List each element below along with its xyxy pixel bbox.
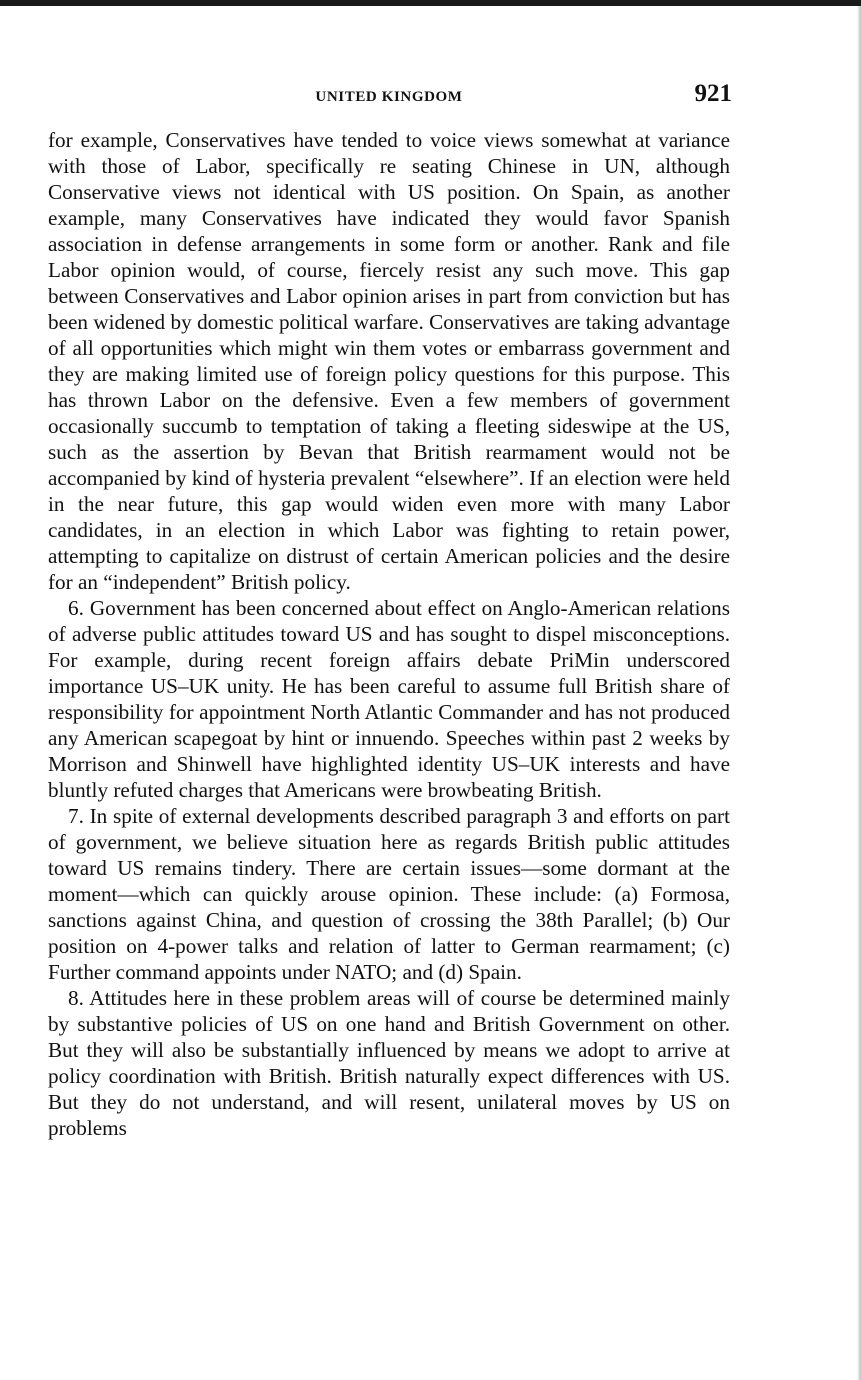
paragraph-8: 8. Attitudes here in these problem areas will of course be determined mainly by substantive policies of US on one hand and British Government on other. But they will also be substantially influenced by means we adopt to arrive at policy coordination with British. British naturally expect differences with US. But they do not understand, and will resent, unilateral moves by US on problems bbox=[48, 986, 730, 1140]
running-head bbox=[48, 80, 730, 114]
paragraph-6: 6. Government has been concerned about effect on Anglo-American relations of adverse public attitudes toward US and has sought to dispel misconceptions. For example, during recent foreign affairs debate PriMin underscored importance US–UK unity. He has been careful to assume full British share of responsibility for appointment North Atlantic Commander and has not produced any American scapegoat by hint or innuendo. Speeches within past 2 weeks by Morrison and Shinwell have highlighted identity US–UK interests and have bluntly refuted charges that Americans were browbeating British. bbox=[48, 596, 730, 802]
paragraph-continued: for example, Conservatives have tended to voice views somewhat at variance with those of Labor, specifically re seating Chinese in UN, although Conservative views not identical with US position. On Spain, as another example, many Conservatives have indicated they would favor Spanish association in defense arrangements in some form or another. Rank and file Labor opinion would, of course, fiercely resist any such move. This gap between Conservatives and Labor opinion arises in part from conviction but has been widened by domestic political warfare. Conservatives are taking advantage of all opportunities which might win them votes or embarrass government and they are making limited use of foreign policy questions for this purpose. This has thrown Labor on the defensive. Even a few members of government occasionally succumb to temptation of taking a fleeting sideswipe at the US, such as the assertion by Bevan that British rearmament would not be accompanied by kind of hysteria prevalent “elsewhere”. If an election were held in the near future, this gap would widen even more with many Labor candidates, in an election in which Labor was fighting to retain power, attempting to capitalize on distrust of certain American policies and the desire for an “independent” British policy. bbox=[48, 128, 730, 594]
paragraph-7: 7. In spite of external developments described paragraph 3 and efforts on part of government, we believe situation here as regards British public attitudes toward US remains tindery. There are certain issues—some dormant at the moment—which can quickly arouse opinion. These include: (a) Formosa, sanctions against China, and question of crossing the 38th Parallel; (b) Our position on 4-power talks and relation of latter to German rearmament; (c) Further command appoints under NATO; and (d) Spain. bbox=[48, 804, 730, 984]
right-scan-edge bbox=[857, 6, 861, 1380]
running-title: UNITED KINGDOM bbox=[315, 89, 463, 105]
page-body bbox=[48, 127, 730, 1141]
top-scan-edge bbox=[0, 0, 861, 6]
page-number: 921 bbox=[694, 80, 732, 107]
